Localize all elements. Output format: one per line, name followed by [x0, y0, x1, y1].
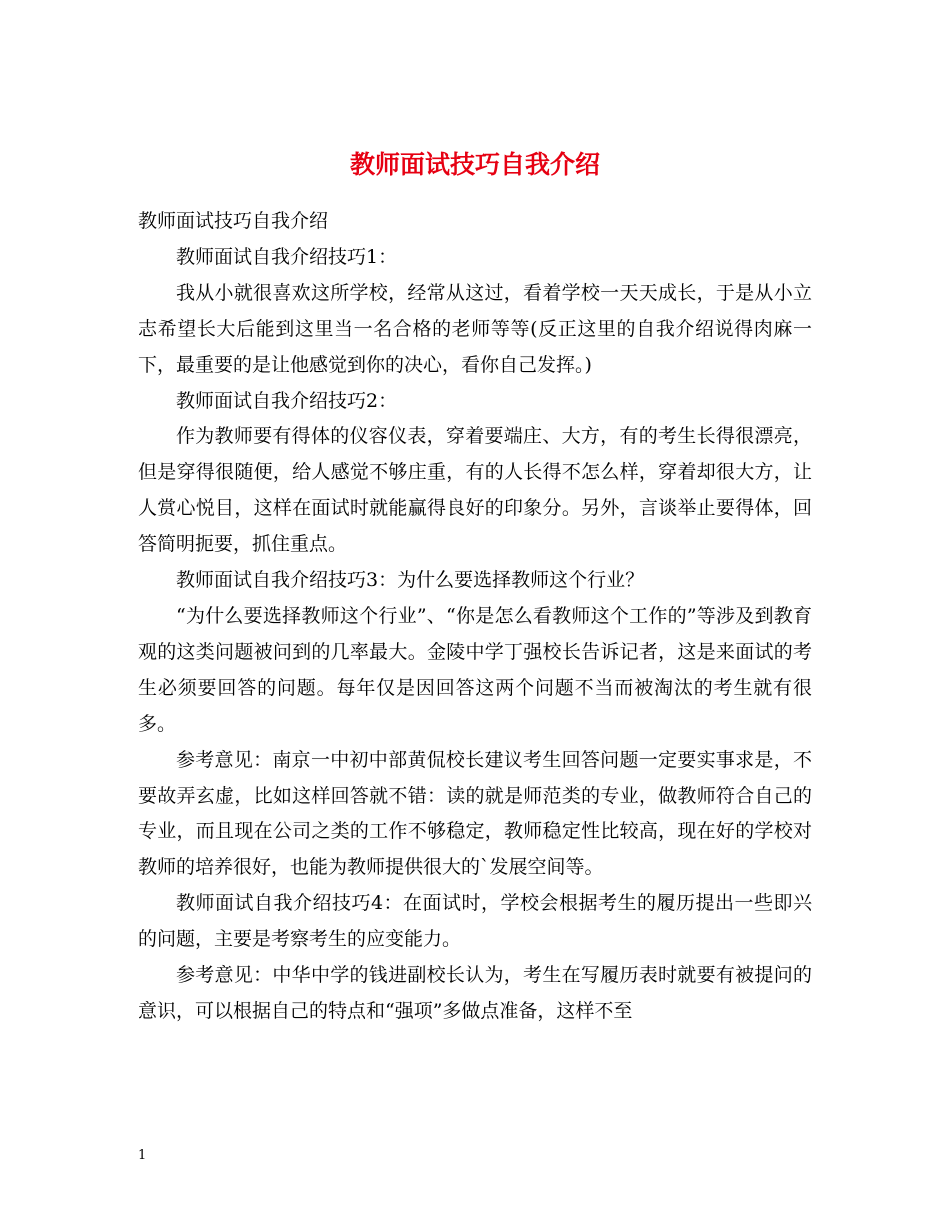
paragraph-advice-4: 参考意见：中华中学的钱进副校长认为，考生在写履历表时就要有被提问的意识，可以根据自己的特点和“强项”多做点准备，这样不至 — [138, 964, 812, 1022]
paragraph-tip-1: 我从小就很喜欢这所学校，经常从这过，看着学校一天天成长，于是从小立志希望长大后能到这里当一名合格的老师等等(反正这里的自我介绍说得肉麻一下，最重要的是让他感觉到你的决心，看你自己发挥。) — [138, 281, 812, 376]
document-title: 教师面试技巧自我介绍 — [349, 149, 600, 179]
section-heading-tip-1: 教师面试自我介绍技巧1： — [176, 245, 398, 268]
page-number: 1 — [138, 1148, 147, 1163]
section-heading-tip-2: 教师面试自我介绍技巧2： — [176, 389, 398, 412]
document-body — [138, 204, 812, 1030]
paragraph-tip-3: “为什么要选择教师这个行业”、“你是怎么看教师这个工作的”等涉及到教育观的这类问题被问到的几率最大。金陵中学丁强校长告诉记者，这是来面试的考生必须要回答的问题。每年仅是因回答这两个问题不当而被淘汰的考生就有很多。 — [138, 604, 812, 735]
paragraph-tip-2: 作为教师要有得体的仪容仪表，穿着要端庄、大方，有的考生长得很漂亮，但是穿得很随便，给人感觉不够庄重，有的人长得不怎么样，穿着却很大方，让人赏心悦目，这样在面试时就能赢得良好的印象分。另外，言谈举止要得体，回答简明扼要，抓住重点。 — [138, 425, 812, 556]
body-heading: 教师面试技巧自我介绍 — [138, 210, 329, 232]
section-heading-tip-4: 教师面试自我介绍技巧4：在面试时，学校会根据考生的履历提出一些即兴的问题，主要是考察考生的应变能力。 — [138, 892, 812, 951]
section-heading-tip-3: 教师面试自我介绍技巧3：为什么要选择教师这个行业？ — [176, 569, 645, 592]
paragraph-advice-3: 参考意见：南京一中初中部黄侃校长建议考生回答问题一定要实事求是，不要故弄玄虚，比如这样回答就不错：读的就是师范类的专业，做教师符合自己的专业，而且现在公司之类的工作不够稳定，教师稳定性比较高，现在好的学校对教师的培养很好，也能为教师提供很大的`发展空间等。 — [138, 748, 812, 879]
